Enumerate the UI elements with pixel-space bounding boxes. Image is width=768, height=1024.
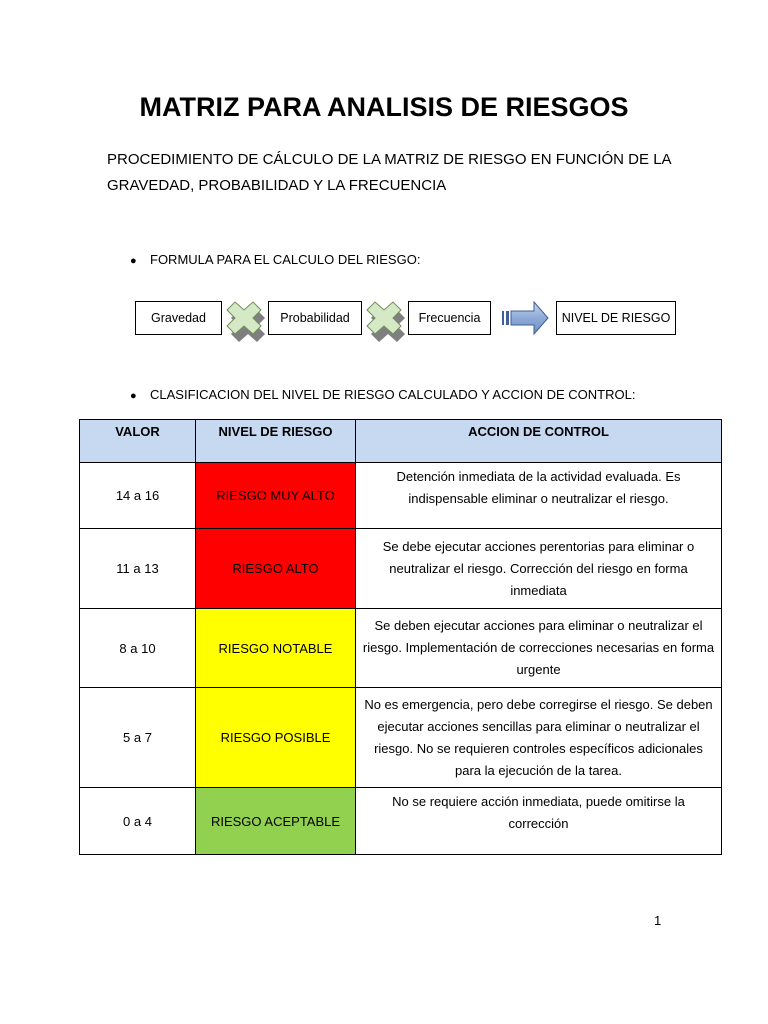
table-row (80, 788, 722, 855)
formula-factor-gravedad: Gravedad (135, 301, 222, 335)
table-header-row (80, 420, 722, 463)
cell-nivel: RIESGO ALTO (196, 529, 356, 609)
page-number: 1 (654, 913, 662, 928)
risk-matrix-table (79, 419, 722, 855)
bullet-formula-text: FORMULA PARA EL CALCULO DEL RIESGO: (150, 252, 421, 267)
cell-nivel: RIESGO MUY ALTO (196, 463, 356, 529)
cell-nivel: RIESGO POSIBLE (196, 688, 356, 788)
bullet-formula (130, 252, 420, 269)
cell-nivel: RIESGO ACEPTABLE (196, 788, 356, 855)
table-row (80, 529, 722, 609)
cell-accion: No se requiere acción inmediata, puede omitirse la corrección (356, 788, 722, 855)
cell-accion: No es emergencia, pero debe corregirse el riesgo. Se deben ejecutar acciones sencillas para eliminar o neutralizar el riesgo. No se requieren controles específicos adicionales para la ejecución de la tarea. (356, 688, 722, 788)
table-row (80, 609, 722, 688)
table-row (80, 688, 722, 788)
bullet-clasificacion-text: CLASIFICACION DEL NIVEL DE RIESGO CALCULADO Y ACCION DE CONTROL: (150, 387, 636, 402)
formula-factor-probabilidad: Probabilidad (268, 301, 362, 335)
multiply-cross-icon (364, 300, 408, 342)
formula-factor-frecuencia: Frecuencia (408, 301, 491, 335)
subtitle-line-2: GRAVEDAD, PROBABILIDAD Y LA FRECUENCIA (107, 177, 447, 194)
bullet-icon: ● (130, 390, 137, 402)
header-nivel-de-riesgo: NIVEL DE RIESGO (196, 420, 356, 463)
header-accion-de-control: ACCION DE CONTROL (356, 420, 722, 463)
multiply-cross-icon (224, 300, 268, 342)
bullet-clasificacion (130, 387, 635, 404)
table-row (80, 463, 722, 529)
subtitle (107, 147, 687, 199)
formula-result-nivel-de-riesgo: NIVEL DE RIESGO (556, 301, 676, 335)
page-title: MATRIZ PARA ANALISIS DE RIESGOS (139, 92, 629, 122)
cell-valor: 14 a 16 (80, 463, 196, 529)
cell-accion: Detención inmediata de la actividad evaluada. Es indispensable eliminar o neutralizar el riesgo. (356, 463, 722, 529)
cell-valor: 8 a 10 (80, 609, 196, 688)
cell-valor: 0 a 4 (80, 788, 196, 855)
cell-valor: 5 a 7 (80, 688, 196, 788)
cell-valor: 11 a 13 (80, 529, 196, 609)
cell-accion: Se debe ejecutar acciones perentorias para eliminar o neutralizar el riesgo. Corrección del riesgo en forma inmediata (356, 529, 722, 609)
arrow-right-icon (500, 300, 550, 336)
cell-accion: Se deben ejecutar acciones para eliminar o neutralizar el riesgo. Implementación de correcciones necesarias en forma urgente (356, 609, 722, 688)
subtitle-line-1: PROCEDIMIENTO DE CÁLCULO DE LA MATRIZ DE RIESGO EN FUNCIÓN DE LA (107, 151, 672, 168)
header-valor: VALOR (80, 420, 196, 463)
bullet-icon: ● (130, 255, 137, 267)
cell-nivel: RIESGO NOTABLE (196, 609, 356, 688)
